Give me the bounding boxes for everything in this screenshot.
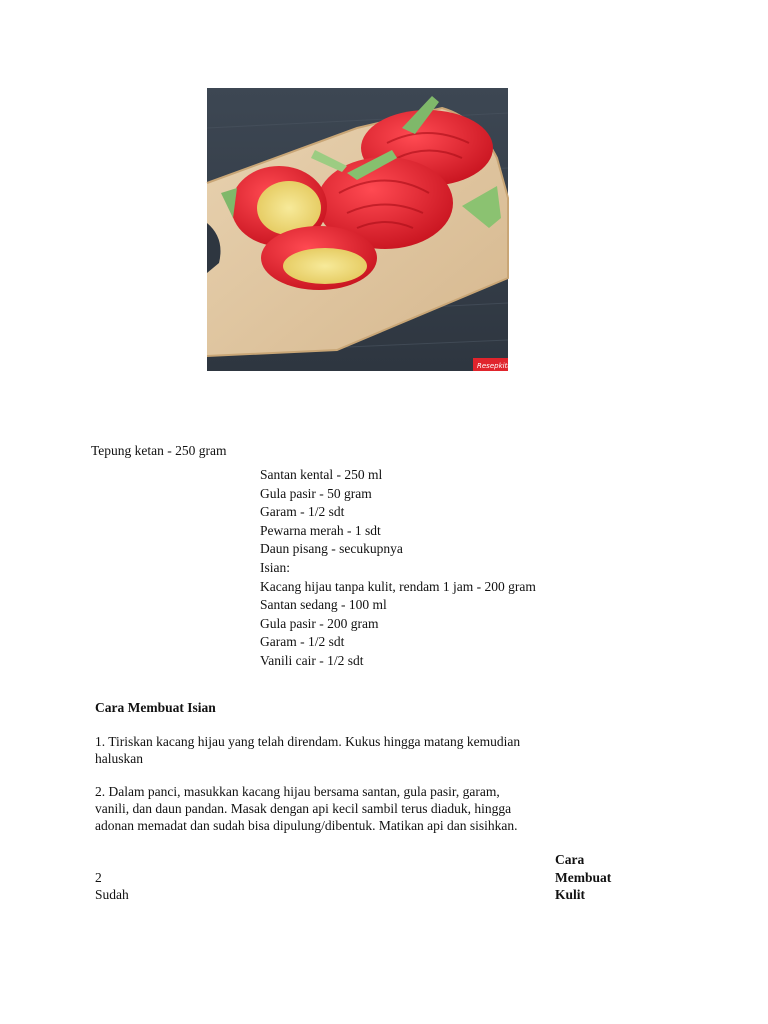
ingredient-item: Kacang hijau tanpa kulit, rendam 1 jam - 200 gram [260, 578, 536, 594]
step-number: 2 [95, 870, 102, 885]
ingredient-item: Pewarna merah - 1 sdt [260, 522, 381, 538]
recipe-photo [207, 88, 512, 371]
ingredient-item: Santan sedang - 100 ml [260, 597, 387, 613]
photo-watermark: Resepkita [477, 362, 512, 370]
ingredient-item: Garam - 1/2 sdt [260, 504, 345, 520]
filling-heading: Cara Membuat Isian [95, 700, 216, 715]
ingredient-list [260, 466, 536, 671]
skin-heading-line: Membuat [555, 869, 612, 885]
skin-heading [555, 851, 635, 904]
ingredient-item: Gula pasir - 50 gram [260, 485, 372, 501]
ingredient-item: Gula pasir - 200 gram [260, 615, 379, 631]
ingredient-item: Daun pisang - secukupnya [260, 541, 403, 557]
ingredient-item: Garam - 1/2 sdt [260, 634, 345, 650]
filling-step-1: 1. Tiriskan kacang hijau yang telah direndam. Kukus hingga matang kemudian haluskan [95, 734, 521, 766]
step-text: Sudah [95, 887, 129, 902]
ingredient-item: Santan kental - 250 ml [260, 467, 383, 482]
skin-heading-line: Cara [555, 852, 585, 867]
skin-heading-line: Kulit [555, 887, 586, 902]
ingredient-item: Vanili cair - 1/2 sdt [260, 652, 364, 668]
filling-label: Isian: [260, 559, 290, 575]
ingredient-first: Tepung ketan - 250 gram [91, 443, 227, 458]
filling-step-2: 2. Dalam panci, masukkan kacang hijau bersama santan, gula pasir, garam, vanili, dan daun pandan. Masak dengan api kecil sambil terus diaduk, hingga adonan memadat dan sudah bisa dipulung/dibentuk. Matikan api dan sisihkan. [95, 784, 518, 833]
